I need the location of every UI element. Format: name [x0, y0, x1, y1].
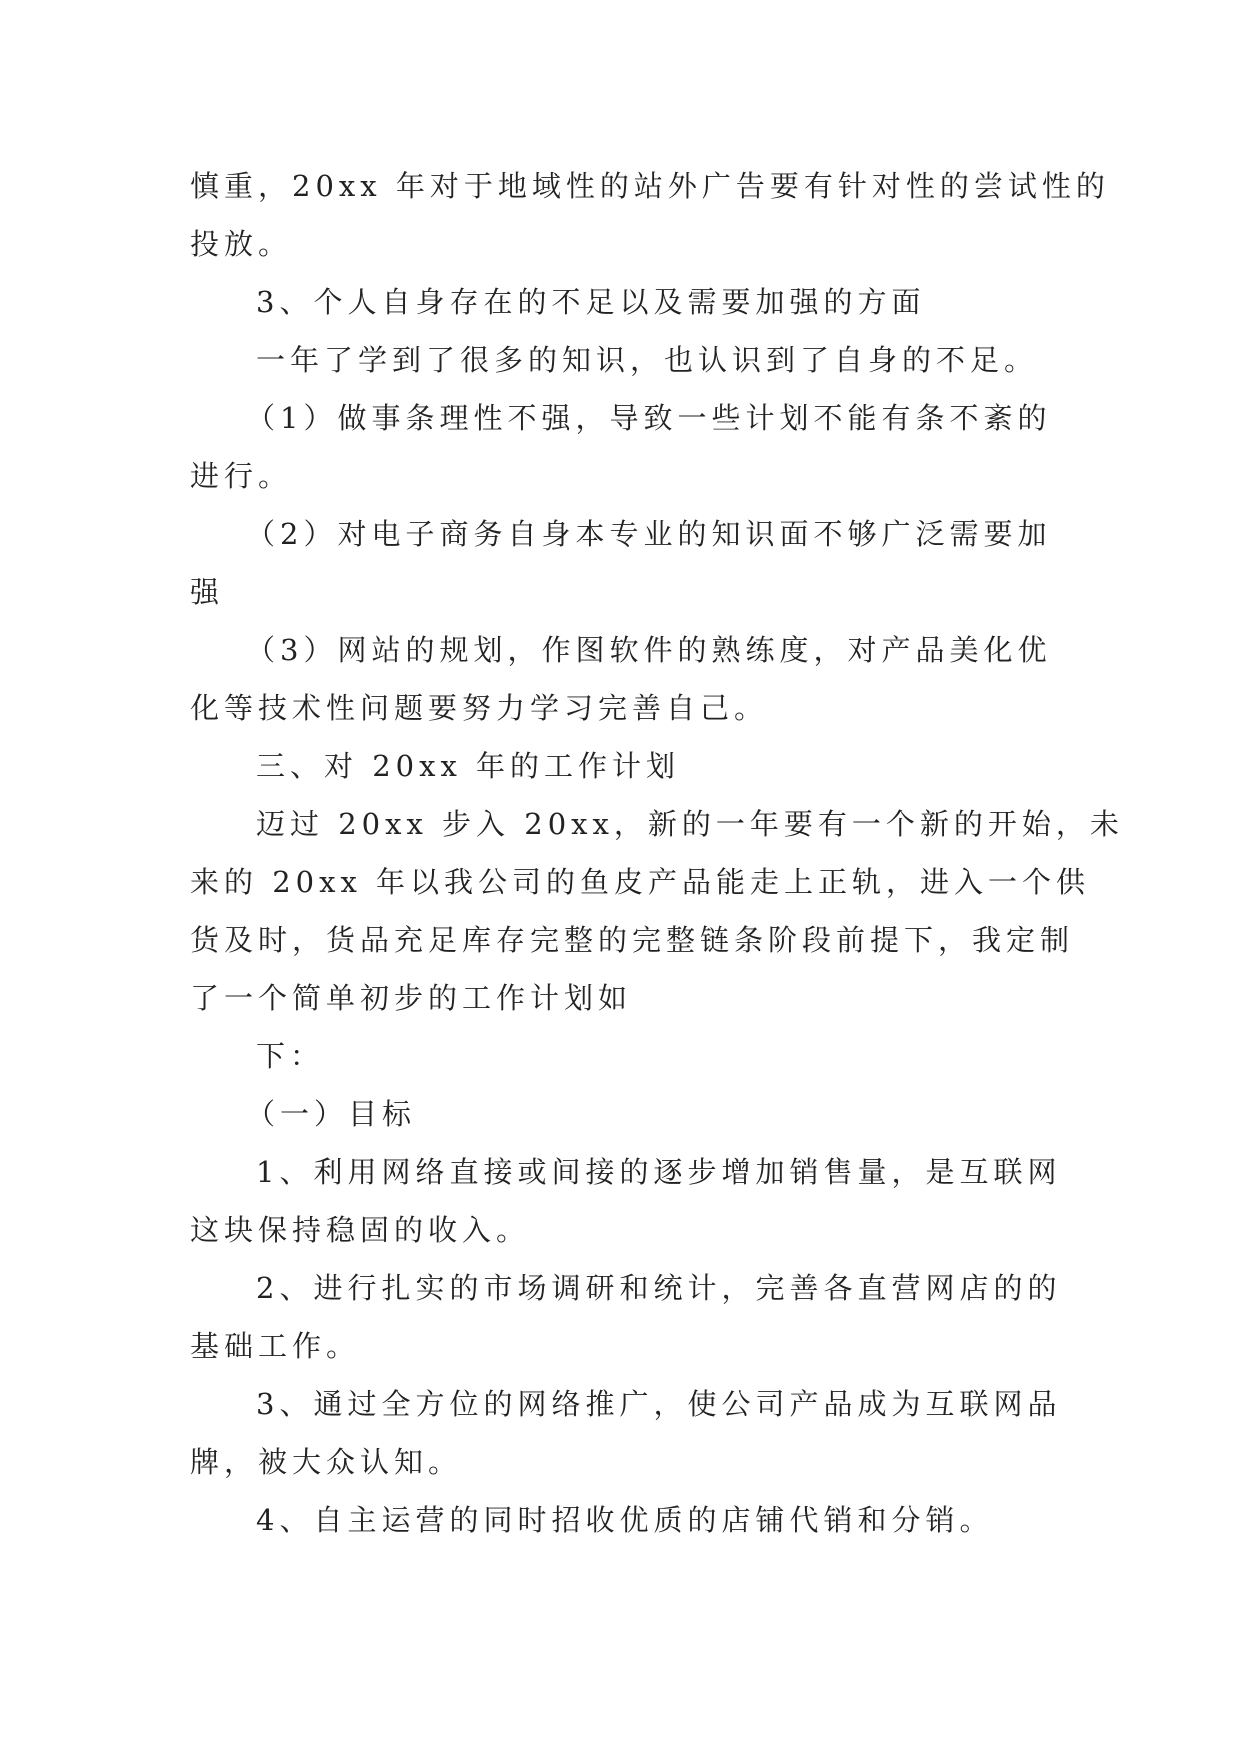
text-line: 3、个人自身存在的不足以及需要加强的方面	[256, 285, 926, 319]
text-line: 这块保持稳固的收入。	[190, 1213, 531, 1247]
section-heading: 三、对 20xx 年的工作计划	[256, 749, 681, 783]
text-line: 2、进行扎实的市场调研和统计，完善各直营网店的的	[256, 1271, 1062, 1305]
text-line: 进行。	[190, 459, 293, 493]
text-line: 来的 20xx 年以我公司的鱼皮产品能走上正轨，进入一个供	[190, 865, 1091, 899]
text-line: 化等技术性问题要努力学习完善自己。	[190, 691, 769, 725]
text-line: 慎重，20xx 年对于地域性的站外广告要有针对性的尝试性的	[190, 169, 1110, 203]
text-line: 一年了学到了很多的知识，也认识到了自身的不足。	[256, 343, 1039, 377]
text-line: 迈过 20xx 步入 20xx，新的一年要有一个新的开始，未	[256, 807, 1124, 841]
text-line: 投放。	[190, 227, 293, 261]
text-line: （3）网站的规划，作图软件的熟练度，对产品美化优	[246, 633, 1052, 667]
text-line: 了一个简单初步的工作计划如	[190, 981, 633, 1015]
text-line: 强	[190, 575, 225, 609]
text-line: （1）做事条理性不强，导致一些计划不能有条不紊的	[246, 401, 1052, 435]
subsection-heading: （一）目标	[246, 1097, 417, 1131]
text-line: 下：	[256, 1039, 325, 1073]
text-line: 4、自主运营的同时招收优质的店铺代销和分销。	[256, 1503, 994, 1537]
text-line: 3、通过全方位的网络推广，使公司产品成为互联网品	[256, 1387, 1062, 1421]
text-line: 基础工作。	[190, 1329, 361, 1363]
text-line: （2）对电子商务自身本专业的知识面不够广泛需要加	[246, 517, 1052, 551]
text-line: 1、利用网络直接或间接的逐步增加销售量，是互联网	[256, 1155, 1062, 1189]
text-line: 货及时，货品充足库存完整的完整链条阶段前提下，我定制	[190, 923, 1075, 957]
text-line: 牌，被大众认知。	[190, 1445, 463, 1479]
